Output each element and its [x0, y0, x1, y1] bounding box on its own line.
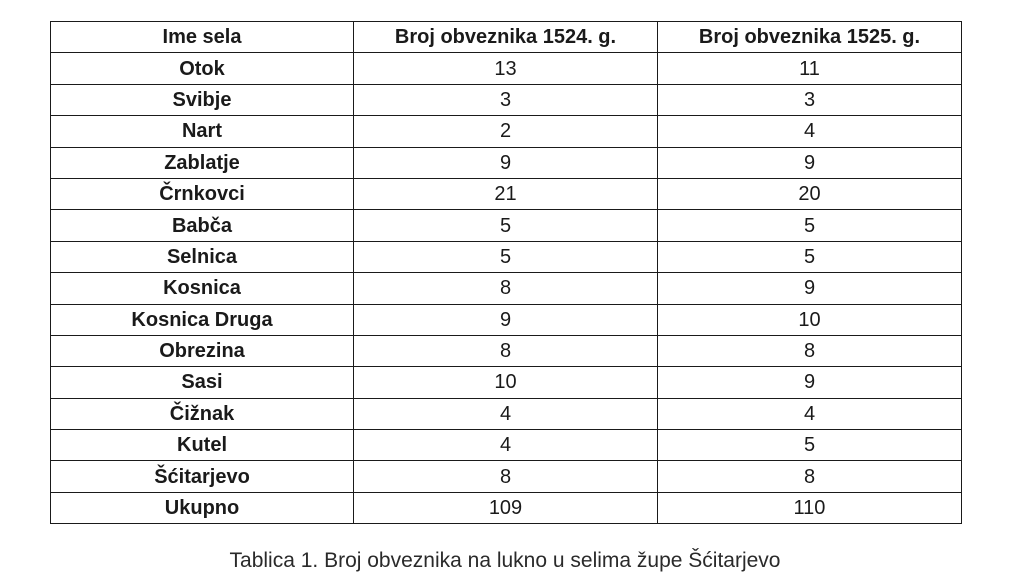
cell-count-1524: 21 [354, 178, 658, 209]
cell-village-name: Otok [51, 53, 354, 84]
cell-village-name: Sasi [51, 367, 354, 398]
cell-count-1525: 5 [658, 430, 962, 461]
cell-count-1524: 5 [354, 241, 658, 272]
header-row [51, 22, 962, 53]
cell-count-1525: 3 [658, 84, 962, 115]
table-row [51, 210, 962, 241]
cell-count-1525: 11 [658, 53, 962, 84]
table-row [51, 398, 962, 429]
cell-count-1525: 4 [658, 116, 962, 147]
cell-village-name: Kutel [51, 430, 354, 461]
cell-village-name: Svibje [51, 84, 354, 115]
table-row [51, 304, 962, 335]
cell-village-name: Čižnak [51, 398, 354, 429]
table-row [51, 116, 962, 147]
table-row [51, 273, 962, 304]
cell-count-1524: 4 [354, 430, 658, 461]
obveznici-table [50, 21, 962, 524]
cell-count-1525: 5 [658, 241, 962, 272]
cell-count-1525: 20 [658, 178, 962, 209]
table-row [51, 335, 962, 366]
header-ime-sela: Ime sela [51, 22, 354, 53]
cell-count-1525: 8 [658, 335, 962, 366]
cell-village-name: Selnica [51, 241, 354, 272]
table-row [51, 461, 962, 492]
table-row [51, 53, 962, 84]
cell-count-1524: 109 [354, 492, 658, 523]
cell-count-1525: 10 [658, 304, 962, 335]
header-broj-1524: Broj obveznika 1524. g. [354, 22, 658, 53]
cell-count-1524: 9 [354, 147, 658, 178]
cell-count-1524: 8 [354, 461, 658, 492]
cell-village-name: Kosnica Druga [51, 304, 354, 335]
table-row [51, 178, 962, 209]
cell-count-1525: 5 [658, 210, 962, 241]
cell-village-name: Babča [51, 210, 354, 241]
cell-village-name: Obrezina [51, 335, 354, 366]
cell-village-name: Kosnica [51, 273, 354, 304]
header-broj-1525: Broj obveznika 1525. g. [658, 22, 962, 53]
cell-count-1524: 5 [354, 210, 658, 241]
cell-count-1525: 8 [658, 461, 962, 492]
cell-village-name: Nart [51, 116, 354, 147]
cell-count-1525: 4 [658, 398, 962, 429]
cell-count-1524: 10 [354, 367, 658, 398]
cell-village-name: Ukupno [51, 492, 354, 523]
cell-village-name: Zablatje [51, 147, 354, 178]
cell-count-1524: 9 [354, 304, 658, 335]
table-caption: Tablica 1. Broj obveznika na lukno u selima župe Šćitarjevo [229, 549, 781, 572]
cell-count-1524: 8 [354, 335, 658, 366]
table-row [51, 147, 962, 178]
data-table-container [50, 21, 961, 524]
cell-count-1524: 4 [354, 398, 658, 429]
table-header [51, 22, 962, 53]
table-row [51, 430, 962, 461]
cell-village-name: Črnkovci [51, 178, 354, 209]
cell-count-1525: 9 [658, 273, 962, 304]
cell-count-1525: 9 [658, 147, 962, 178]
cell-count-1525: 9 [658, 367, 962, 398]
cell-count-1525: 110 [658, 492, 962, 523]
table-row [51, 367, 962, 398]
cell-count-1524: 2 [354, 116, 658, 147]
cell-village-name: Šćitarjevo [51, 461, 354, 492]
table-body [51, 53, 962, 524]
table-row [51, 84, 962, 115]
table-row [51, 241, 962, 272]
cell-count-1524: 3 [354, 84, 658, 115]
cell-count-1524: 8 [354, 273, 658, 304]
table-row [51, 492, 962, 523]
cell-count-1524: 13 [354, 53, 658, 84]
